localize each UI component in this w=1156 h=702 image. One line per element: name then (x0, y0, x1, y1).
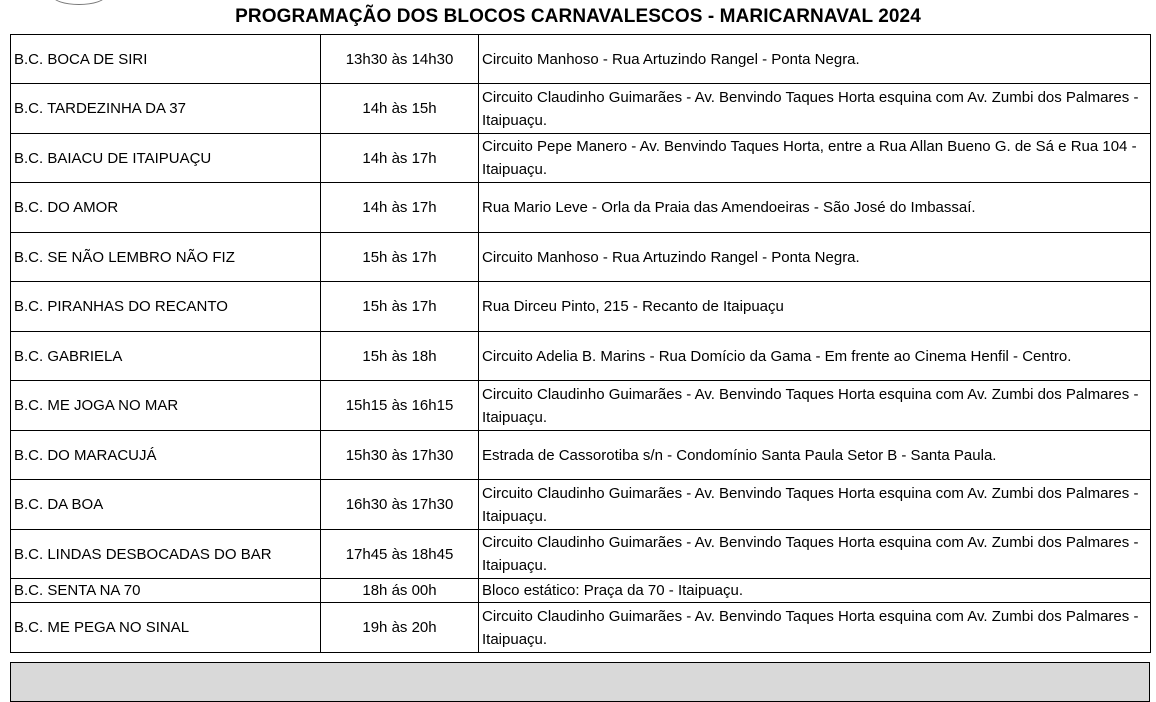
route-location: Circuito Claudinho Guimarães - Av. Benvindo Taques Horta esquina com Av. Zumbi dos Palmares - Itaipuaçu. (479, 480, 1151, 530)
table-row (11, 381, 1151, 431)
table-row (11, 431, 1151, 480)
table-row (11, 183, 1151, 233)
bloco-name: B.C. LINDAS DESBOCADAS DO BAR (11, 530, 321, 579)
bloco-name: B.C. ME JOGA NO MAR (11, 381, 321, 431)
table-row (11, 134, 1151, 183)
bloco-name: B.C. DO MARACUJÁ (11, 431, 321, 480)
bloco-name: B.C. ME PEGA NO SINAL (11, 603, 321, 653)
route-location: Circuito Claudinho Guimarães - Av. Benvindo Taques Horta esquina com Av. Zumbi dos Palmares - Itaipuaçu. (479, 530, 1151, 579)
schedule-time: 15h15 às 16h15 (321, 381, 479, 431)
route-location: Circuito Claudinho Guimarães - Av. Benvindo Taques Horta esquina com Av. Zumbi dos Palmares - Itaipuaçu. (479, 381, 1151, 431)
table-row (11, 35, 1151, 84)
table-row (11, 579, 1151, 603)
schedule-time: 18h ás 00h (321, 579, 479, 603)
bloco-name: B.C. DA BOA (11, 480, 321, 530)
bloco-name: B.C. DO AMOR (11, 183, 321, 233)
table-row (11, 530, 1151, 579)
page-title: PROGRAMAÇÃO DOS BLOCOS CARNAVALESCOS - MARICARNAVAL 2024 (235, 6, 921, 27)
schedule-time: 15h às 17h (321, 282, 479, 332)
schedule-time: 14h às 17h (321, 134, 479, 183)
route-location: Circuito Claudinho Guimarães - Av. Benvindo Taques Horta esquina com Av. Zumbi dos Palmares - Itaipuaçu. (479, 603, 1151, 653)
bloco-name: B.C. GABRIELA (11, 332, 321, 381)
route-location: Rua Dirceu Pinto, 215 - Recanto de Itaipuaçu (479, 282, 1151, 332)
route-location: Circuito Adelia B. Marins - Rua Domício da Gama - Em frente ao Cinema Henfil - Centro. (479, 332, 1151, 381)
bloco-name: B.C. TARDEZINHA DA 37 (11, 84, 321, 134)
table-row (11, 603, 1151, 653)
table-row (11, 332, 1151, 381)
footer-shaded-row (10, 662, 1150, 702)
route-location: Estrada de Cassorotiba s/n - Condomínio Santa Paula Setor B - Santa Paula. (479, 431, 1151, 480)
schedule-time: 14h às 15h (321, 84, 479, 134)
schedule-time: 13h30 às 14h30 (321, 35, 479, 84)
route-location: Circuito Pepe Manero - Av. Benvindo Taques Horta, entre a Rua Allan Bueno G. de Sá e Rua 104 - Itaipuaçu. (479, 134, 1151, 183)
route-location: Bloco estático: Praça da 70 - Itaipuaçu. (479, 579, 1151, 603)
bloco-name: B.C. SENTA NA 70 (11, 579, 321, 603)
bloco-name: B.C. BOCA DE SIRI (11, 35, 321, 84)
schedule-time: 19h às 20h (321, 603, 479, 653)
route-location: Circuito Manhoso - Rua Artuzindo Rangel - Ponta Negra. (479, 35, 1151, 84)
schedule-time: 17h45 às 18h45 (321, 530, 479, 579)
table-row (11, 282, 1151, 332)
table-row (11, 84, 1151, 134)
schedule-time: 15h30 às 17h30 (321, 431, 479, 480)
schedule-time: 15h às 18h (321, 332, 479, 381)
bloco-name: B.C. SE NÃO LEMBRO NÃO FIZ (11, 233, 321, 282)
bloco-name: B.C. PIRANHAS DO RECANTO (11, 282, 321, 332)
route-location: Circuito Claudinho Guimarães - Av. Benvindo Taques Horta esquina com Av. Zumbi dos Palmares - Itaipuaçu. (479, 84, 1151, 134)
table-row (11, 480, 1151, 530)
schedule-time: 15h às 17h (321, 233, 479, 282)
logo-fragment (52, 0, 106, 5)
schedule-table (10, 34, 1151, 653)
schedule-time: 14h às 17h (321, 183, 479, 233)
route-location: Rua Mario Leve - Orla da Praia das Amendoeiras - São José do Imbassaí. (479, 183, 1151, 233)
bloco-name: B.C. BAIACU DE ITAIPUAÇU (11, 134, 321, 183)
table-row (11, 233, 1151, 282)
route-location: Circuito Manhoso - Rua Artuzindo Rangel - Ponta Negra. (479, 233, 1151, 282)
schedule-time: 16h30 às 17h30 (321, 480, 479, 530)
